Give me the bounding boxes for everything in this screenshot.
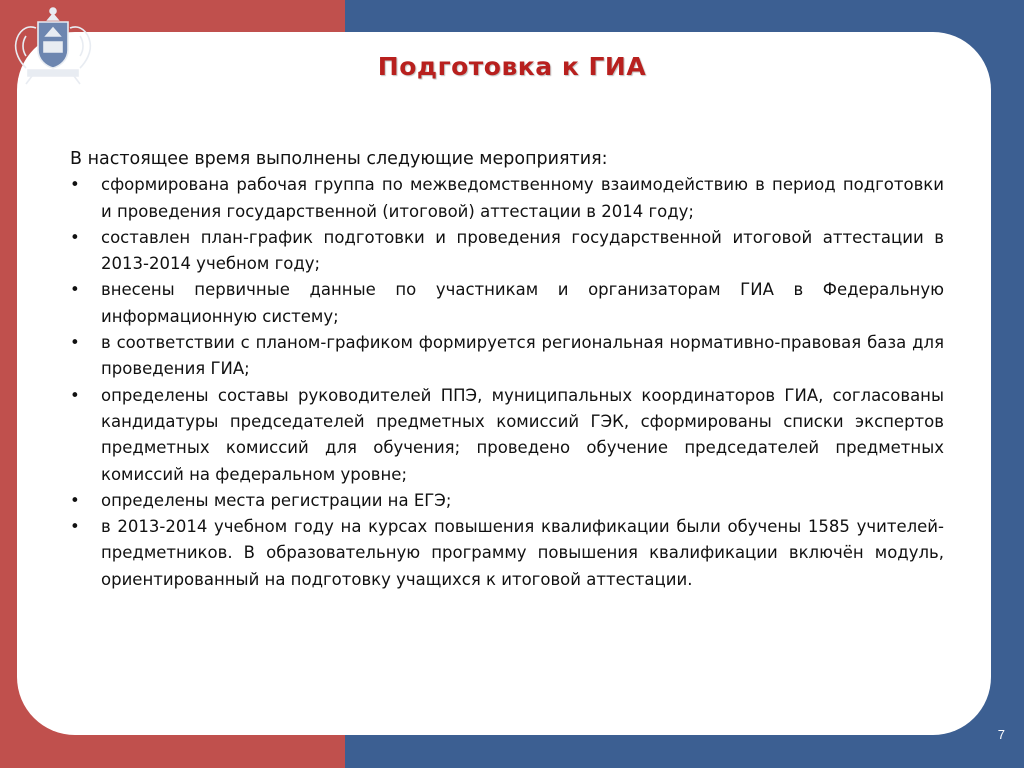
intro-text: В настоящее время выполнены следующие мероприятия: [70, 149, 608, 169]
bullet-icon: • [70, 385, 80, 405]
list-item [70, 172, 944, 225]
list-item-text: в 2013-2014 учебном году на курсах повышения квалификации были обучены 1585 учителей-предметников. В образовательную программу повышения квалификации включён модуль, ориентированный на подготовку учащихся к итоговой аттестации. [101, 517, 944, 589]
list-item [70, 383, 944, 488]
list-item-text: составлен план-график подготовки и проведения государственной итоговой аттестации в 2013-2014 учебном году; [101, 227, 944, 274]
list-item [70, 514, 944, 593]
list-item [70, 330, 944, 383]
list-item [70, 277, 944, 330]
bullet-icon: • [70, 280, 80, 300]
bullet-icon: • [70, 175, 80, 195]
page-number: 7 [997, 727, 1005, 742]
list-item [70, 225, 944, 278]
list-item [70, 488, 944, 514]
slide-title: Подготовка к ГИА [377, 52, 647, 81]
slide-body [70, 146, 944, 593]
list-item-text: внесены первичные данные по участникам и организаторам ГИА в Федеральную информационную систему; [101, 280, 944, 326]
list-item-text: определены составы руководителей ППЭ, муниципальных координаторов ГИА, согласованы кандидатуры председателей предметных комиссий ГЭК, сформированы списки экспертов предметных комиссий для обучения; проведено обучение председателей предметных комиссий на федеральном уровне; [101, 385, 944, 484]
list-item-text: сформирована рабочая группа по межведомственному взаимодействию в период подготовки и проведения государственной (итоговой) аттестации в 2014 году; [101, 175, 944, 221]
bullet-list [70, 172, 944, 593]
list-item-text: в соответствии с планом-графиком формируется региональная нормативно-правовая база для проведения ГИА; [101, 333, 944, 379]
bullet-icon: • [70, 490, 80, 510]
bullet-icon: • [70, 333, 80, 353]
list-item-text: определены места регистрации на ЕГЭ; [101, 490, 452, 510]
bullet-icon: • [70, 227, 80, 247]
bullet-icon: • [70, 517, 80, 537]
